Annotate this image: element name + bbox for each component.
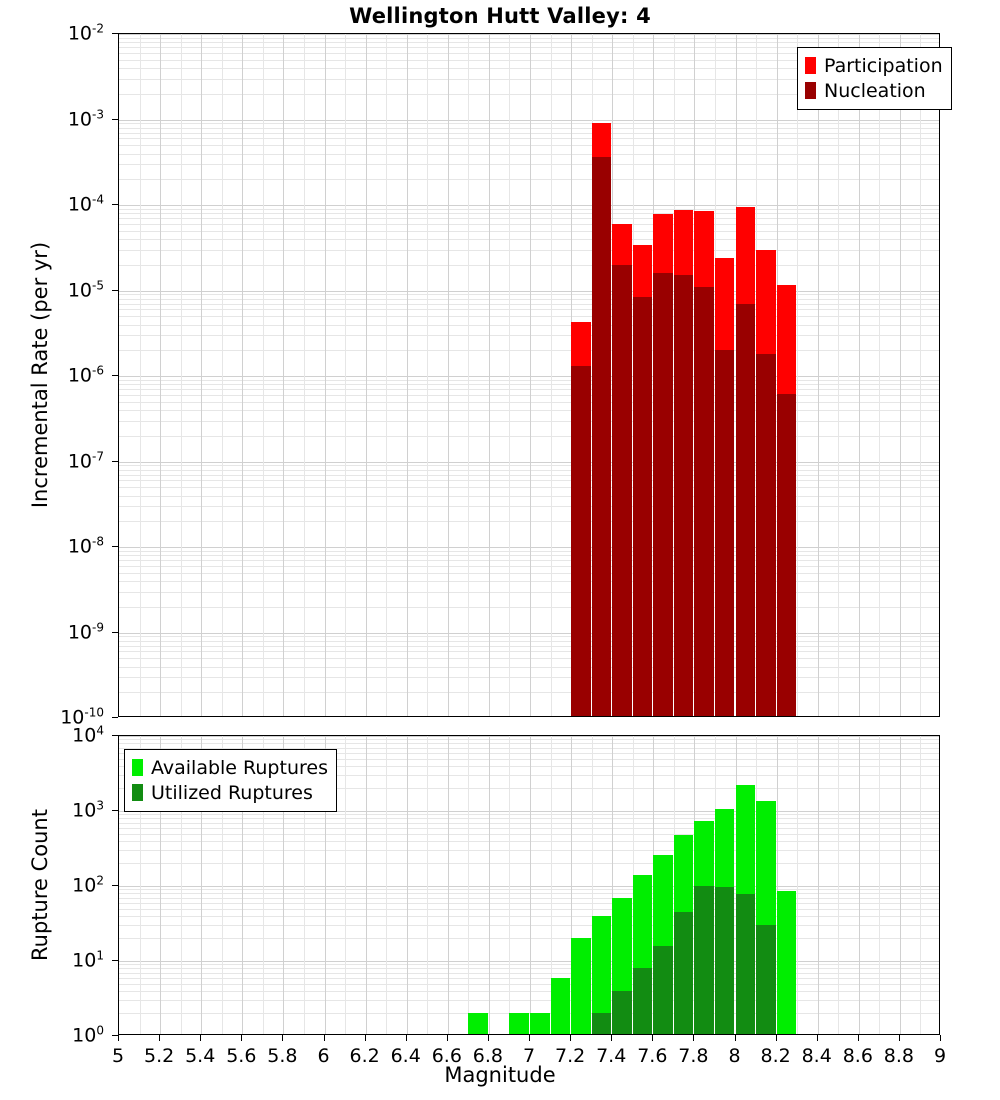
gridline-vertical (407, 34, 408, 716)
x-tick-label: 6.6 (431, 1045, 462, 1067)
gridline-vertical (222, 34, 223, 716)
y-tick-mark (112, 810, 118, 811)
x-tick-mark (940, 1035, 941, 1041)
gridline-vertical (489, 34, 490, 716)
y-tick-mark (112, 119, 118, 120)
legend-item-utilized-ruptures (132, 780, 328, 805)
x-tick-label: 5 (111, 1045, 125, 1067)
bar-nucleation (653, 273, 673, 717)
y-tick-mark (112, 632, 118, 633)
x-tick-mark (899, 1035, 900, 1041)
y-tick-label: $10^{-10}$ (60, 705, 104, 729)
y-tick-mark (112, 546, 118, 547)
y-tick-label: $10^{-6}$ (67, 363, 104, 387)
gridline-vertical (427, 34, 428, 716)
gridline-vertical (509, 736, 510, 1034)
gridline-vertical (345, 34, 346, 716)
gridline-vertical (345, 736, 346, 1034)
x-tick-mark (447, 1035, 448, 1041)
bar-utilized-ruptures (736, 894, 756, 1035)
x-tick-label: 5.8 (267, 1045, 298, 1067)
x-tick-label: 8.8 (883, 1045, 914, 1067)
y-tick-label: $10^4$ (72, 723, 104, 747)
legend-label-nucleation: Nucleation (824, 79, 926, 102)
legend-item-nucleation (805, 78, 943, 103)
x-tick-label: 5.6 (226, 1045, 257, 1067)
gridline-vertical (509, 34, 510, 716)
y-tick-label: $10^{-7}$ (67, 448, 104, 473)
y-tick-mark (112, 885, 118, 886)
y-tick-label: $10^{-3}$ (67, 106, 104, 131)
y-tick-label: $10^{-2}$ (67, 21, 104, 45)
bar-nucleation (736, 304, 756, 717)
x-tick-mark (200, 1035, 201, 1041)
bar-available-ruptures (777, 891, 797, 1035)
x-tick-mark (324, 1035, 325, 1041)
x-tick-label: 6.2 (349, 1045, 380, 1067)
x-tick-label: 7.6 (637, 1045, 668, 1067)
bar-nucleation (694, 287, 714, 717)
x-tick-label: 8 (728, 1045, 741, 1067)
x-tick-label: 7 (522, 1045, 536, 1067)
y-tick-label: $10^3$ (72, 798, 104, 822)
gridline-vertical (242, 34, 243, 716)
x-tick-mark (282, 1035, 283, 1041)
gridline-vertical (551, 34, 552, 716)
bar-available-ruptures (551, 978, 571, 1035)
x-tick-mark (776, 1035, 777, 1041)
gridline-vertical (181, 34, 182, 716)
bar-available-ruptures (509, 1013, 529, 1035)
gridline-vertical (920, 34, 921, 716)
bar-utilized-ruptures (756, 925, 776, 1035)
y-tick-mark (112, 290, 118, 291)
bar-nucleation (571, 366, 591, 717)
gridline-vertical (427, 736, 428, 1034)
x-tick-mark (488, 1035, 489, 1041)
x-tick-mark (159, 1035, 160, 1041)
bar-nucleation (777, 394, 797, 717)
gridline-vertical (448, 736, 449, 1034)
gridline-vertical (386, 736, 387, 1034)
gridline-vertical (304, 34, 305, 716)
gridline-vertical (283, 34, 284, 716)
gridline-vertical (838, 736, 839, 1034)
y-axis-title-incremental-rate: Incremental Rate (per yr) (28, 241, 52, 509)
gridline-vertical (366, 736, 367, 1034)
x-tick-label: 7.8 (678, 1045, 709, 1067)
bar-utilized-ruptures (694, 886, 714, 1035)
y-tick-label: $10^1$ (72, 948, 104, 972)
x-tick-label: 8.2 (760, 1045, 791, 1067)
legend-swatch-participation (805, 57, 816, 74)
bar-utilized-ruptures (633, 968, 653, 1035)
bar-available-ruptures (530, 1013, 550, 1035)
bar-utilized-ruptures (592, 1013, 612, 1035)
x-tick-label: 6.8 (472, 1045, 503, 1067)
gridline-vertical (859, 736, 860, 1034)
legend-swatch-utilized-ruptures (132, 784, 143, 801)
x-tick-label: 5.2 (143, 1045, 175, 1067)
gridline-vertical (160, 34, 161, 716)
x-axis-title: Magnitude (444, 1063, 556, 1087)
y-tick-label: $10^2$ (72, 873, 104, 897)
gridline-vertical (797, 736, 798, 1034)
gridline-vertical (386, 34, 387, 716)
bar-nucleation (612, 265, 632, 717)
x-tick-mark (529, 1035, 530, 1041)
y-tick-label: $10^{-9}$ (67, 619, 104, 644)
gridline-vertical (530, 736, 531, 1034)
bar-available-ruptures (468, 1013, 488, 1035)
gridline-vertical (859, 34, 860, 716)
bar-nucleation (756, 354, 776, 717)
y-tick-mark (112, 960, 118, 961)
incremental-rate-plot-area (118, 33, 940, 717)
gridline-vertical (201, 34, 202, 716)
gridline-vertical (900, 34, 901, 716)
legend-swatch-nucleation (805, 82, 816, 99)
bar-utilized-ruptures (715, 887, 735, 1035)
bar-nucleation (715, 350, 735, 717)
x-tick-mark (858, 1035, 859, 1041)
legend-item-participation (805, 53, 943, 78)
gridline-vertical (879, 736, 880, 1034)
bar-utilized-ruptures (674, 912, 694, 1035)
gridline-vertical (900, 736, 901, 1034)
y-tick-label: $10^{-5}$ (67, 277, 104, 302)
legend-swatch-available-ruptures (132, 759, 143, 776)
y-tick-mark (112, 204, 118, 205)
y-tick-mark (112, 461, 118, 462)
x-tick-label: 8.4 (801, 1045, 832, 1067)
gridline-vertical (325, 34, 326, 716)
bar-nucleation (674, 275, 694, 717)
x-tick-mark (406, 1035, 407, 1041)
y-axis-title-rupture-count: Rupture Count (28, 809, 52, 961)
x-tick-label: 7.4 (596, 1045, 627, 1067)
legend-item-available-ruptures (132, 755, 328, 780)
gridline-vertical (448, 34, 449, 716)
gridline-vertical (489, 736, 490, 1034)
x-tick-mark (817, 1035, 818, 1041)
y-tick-mark (112, 33, 118, 34)
x-tick-label: 7.2 (554, 1045, 586, 1067)
gridline-vertical (140, 34, 141, 716)
gridline-vertical (407, 736, 408, 1034)
bar-nucleation (633, 297, 653, 717)
x-tick-label: 5.4 (185, 1045, 216, 1067)
bar-utilized-ruptures (653, 946, 673, 1035)
legend-label-utilized-ruptures: Utilized Ruptures (151, 781, 313, 804)
x-tick-mark (241, 1035, 242, 1041)
y-tick-mark (112, 375, 118, 376)
x-tick-mark (365, 1035, 366, 1041)
y-tick-label: $10^{-4}$ (67, 192, 104, 216)
legend-label-available-ruptures: Available Ruptures (151, 756, 328, 779)
gridline-vertical (468, 736, 469, 1034)
gridline-vertical (838, 34, 839, 716)
gridline-vertical (797, 34, 798, 716)
legend-rupture-count (124, 749, 337, 812)
x-tick-label: 6.4 (390, 1045, 421, 1067)
bar-nucleation (592, 157, 612, 717)
bar-utilized-ruptures (612, 991, 632, 1035)
y-tick-mark (112, 735, 118, 736)
gridline-vertical (818, 34, 819, 716)
gridline-vertical (879, 34, 880, 716)
x-tick-mark (118, 1035, 119, 1041)
x-tick-mark (652, 1035, 653, 1041)
legend-label-participation: Participation (824, 54, 943, 77)
gridline-vertical (530, 34, 531, 716)
legend-incremental-rate (797, 47, 952, 110)
gridline-vertical (468, 34, 469, 716)
x-tick-mark (735, 1035, 736, 1041)
x-tick-label: 8.6 (842, 1045, 873, 1067)
x-tick-label: 6 (317, 1045, 330, 1067)
y-tick-label: $10^0$ (72, 1023, 104, 1047)
y-tick-label: $10^{-8}$ (67, 534, 104, 558)
bar-available-ruptures (571, 938, 591, 1035)
gridline-vertical (366, 34, 367, 716)
x-tick-mark (570, 1035, 571, 1041)
x-tick-mark (611, 1035, 612, 1041)
gridline-vertical (263, 34, 264, 716)
gridline-vertical (818, 736, 819, 1034)
x-tick-label: 9 (933, 1045, 947, 1067)
x-tick-mark (693, 1035, 694, 1041)
y-tick-mark (112, 717, 118, 718)
page-title: Wellington Hutt Valley: 4 (349, 4, 651, 28)
gridline-vertical (920, 736, 921, 1034)
